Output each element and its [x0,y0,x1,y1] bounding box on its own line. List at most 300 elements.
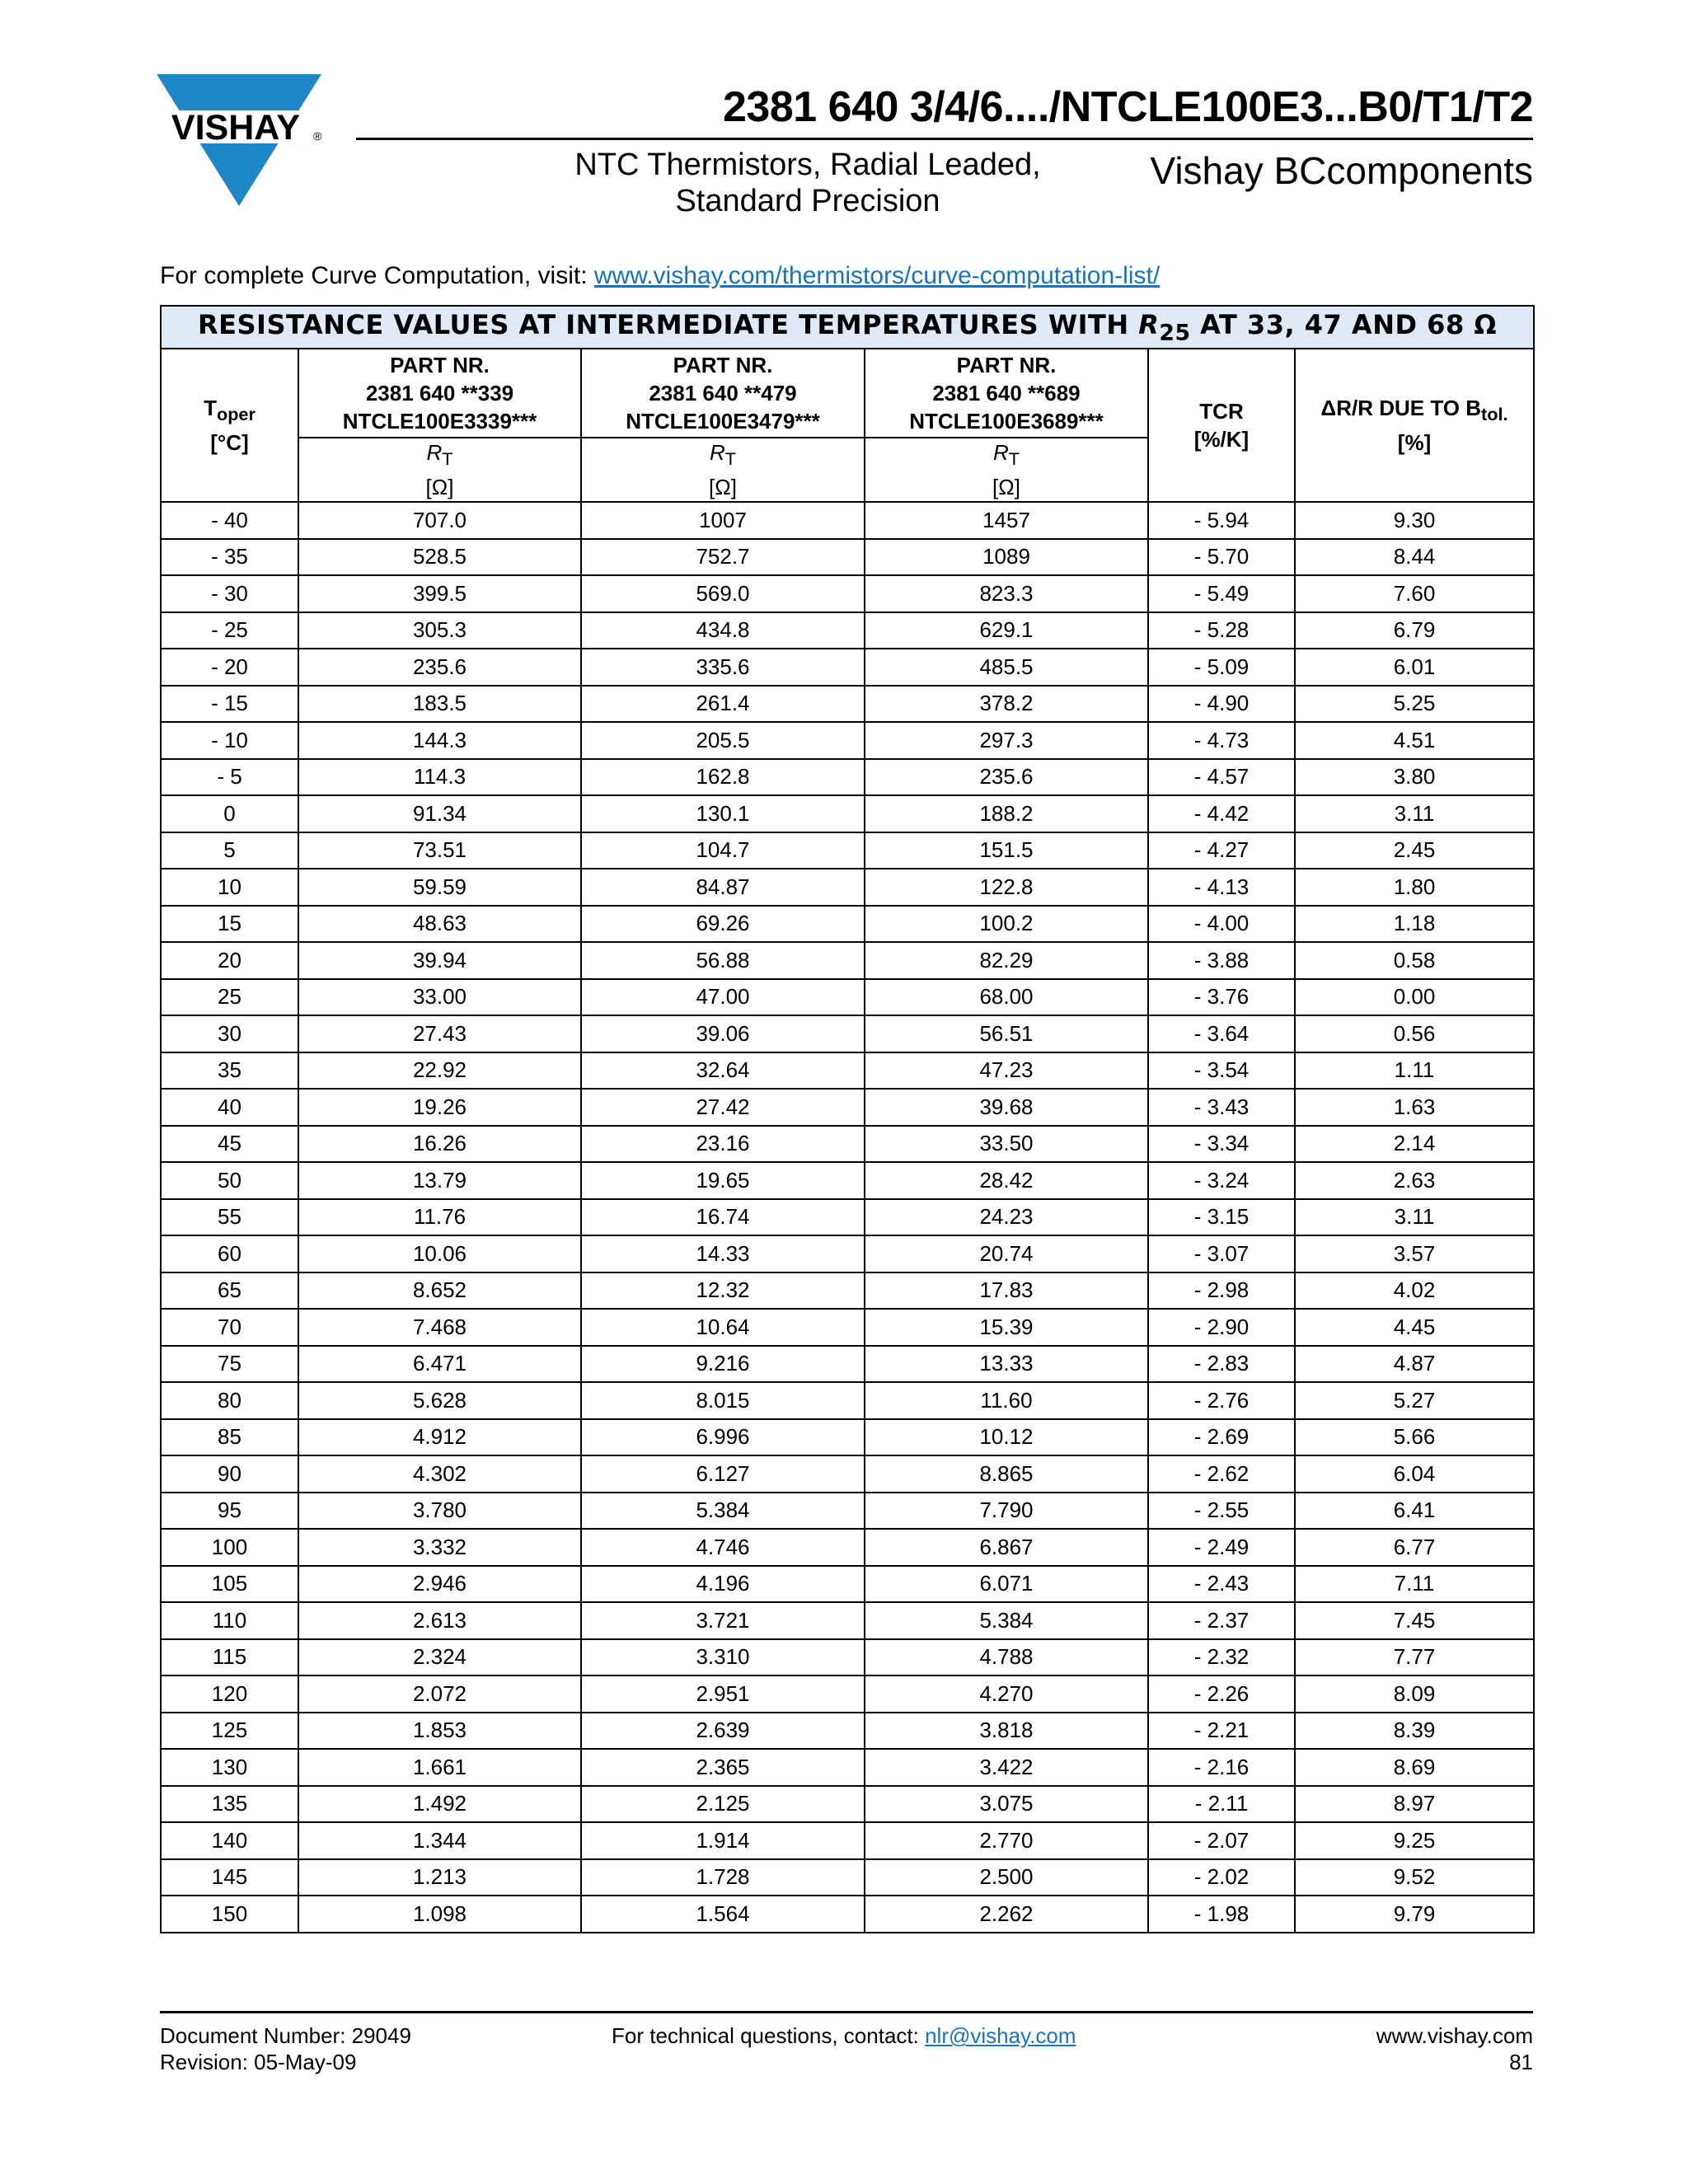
cell-rt-479: 19.65 [581,1162,865,1199]
cell-tcr: - 4.27 [1148,832,1295,869]
cell-delta-r: 6.79 [1295,612,1534,649]
cell-rt-339: 11.76 [298,1199,581,1236]
cell-rt-689: 297.3 [865,722,1148,759]
table-row [161,1602,1534,1639]
table-row [161,649,1534,686]
cell-rt-339: 305.3 [298,612,581,649]
cell-rt-479: 4.746 [581,1529,865,1566]
cell-rt-339: 48.63 [298,906,581,943]
table-row [161,942,1534,979]
cell-temperature: 10 [161,869,298,906]
cell-rt-339: 2.946 [298,1566,581,1603]
table-row [161,1346,1534,1383]
cell-rt-479: 3.721 [581,1602,865,1639]
col-header-part-689: PART NR. 2381 640 **689 NTCLE100E3689*** [865,349,1148,438]
cell-delta-r: 5.25 [1295,686,1534,723]
curve-computation-link[interactable]: www.vishay.com/thermistors/curve-computation-list/ [593,262,1160,289]
cell-rt-689: 4.270 [865,1675,1148,1713]
vishay-logo-graphic [157,74,321,210]
cell-rt-479: 6.996 [581,1419,865,1456]
cell-delta-r: 8.69 [1295,1749,1534,1786]
cell-rt-689: 378.2 [865,686,1148,723]
cell-temperature: 95 [161,1493,298,1530]
cell-tcr: - 3.43 [1148,1089,1295,1126]
col-header-rt-479: $R_T$ [Ω] [581,438,865,502]
cell-temperature: 140 [161,1822,298,1859]
cell-rt-339: 399.5 [298,575,581,612]
cell-tcr: - 2.62 [1148,1455,1295,1493]
cell-rt-689: 629.1 [865,612,1148,649]
cell-rt-689: 68.00 [865,979,1148,1016]
cell-rt-339: 1.492 [298,1786,581,1823]
cell-rt-689: 3.422 [865,1749,1148,1786]
cell-temperature: - 5 [161,759,298,796]
table-row [161,1419,1534,1456]
cell-temperature: 45 [161,1126,298,1163]
cell-delta-r: 9.52 [1295,1859,1534,1896]
cell-delta-r: 6.41 [1295,1493,1534,1530]
cell-rt-689: 2.770 [865,1822,1148,1859]
cell-rt-479: 6.127 [581,1455,865,1493]
cell-rt-689: 7.790 [865,1493,1148,1530]
cell-temperature: - 15 [161,686,298,723]
cell-rt-339: 1.661 [298,1749,581,1786]
cell-tcr: - 4.42 [1148,795,1295,832]
cell-tcr: - 4.57 [1148,759,1295,796]
table-row [161,979,1534,1016]
table-row [161,795,1534,832]
cell-delta-r: 2.14 [1295,1126,1534,1163]
cell-rt-689: 39.68 [865,1089,1148,1126]
table-title-r-sub: 25 [1159,320,1191,346]
cell-temperature: - 25 [161,612,298,649]
cell-temperature: 130 [161,1749,298,1786]
cell-rt-689: 235.6 [865,759,1148,796]
cell-rt-479: 56.88 [581,942,865,979]
header-divider [356,138,1533,140]
cell-rt-339: 22.92 [298,1052,581,1090]
cell-rt-689: 24.23 [865,1199,1148,1236]
cell-rt-689: 6.867 [865,1529,1148,1566]
cell-rt-479: 569.0 [581,575,865,612]
curve-note-prefix: For complete Curve Computation, visit: [160,262,594,289]
cell-tcr: - 2.43 [1148,1566,1295,1603]
cell-tcr: - 3.54 [1148,1052,1295,1090]
cell-tcr: - 3.76 [1148,979,1295,1016]
cell-delta-r: 2.63 [1295,1162,1534,1199]
cell-temperature: 150 [161,1896,298,1933]
cell-rt-689: 11.60 [865,1382,1148,1419]
cell-rt-479: 10.64 [581,1309,865,1346]
col-header-delta-r: ΔR/R DUE TO $B_{tol.}$ [%] [1295,349,1534,502]
cell-temperature: 0 [161,795,298,832]
cell-rt-479: 1.564 [581,1896,865,1933]
website: www.vishay.com [1376,2023,1533,2048]
cell-rt-479: 32.64 [581,1052,865,1090]
cell-delta-r: 8.09 [1295,1675,1534,1713]
table-row [161,1896,1534,1933]
cell-rt-479: 3.310 [581,1639,865,1676]
cell-tcr: - 5.94 [1148,502,1295,539]
cell-tcr: - 3.07 [1148,1235,1295,1272]
cell-delta-r: 8.97 [1295,1786,1534,1823]
cell-rt-479: 5.384 [581,1493,865,1530]
cell-delta-r: 0.00 [1295,979,1534,1016]
cell-tcr: - 2.69 [1148,1419,1295,1456]
table-row [161,1859,1534,1896]
cell-temperature: 70 [161,1309,298,1346]
table-row [161,502,1534,539]
table-row [161,1639,1534,1676]
cell-rt-689: 1457 [865,502,1148,539]
cell-tcr: - 3.34 [1148,1126,1295,1163]
cell-rt-339: 5.628 [298,1382,581,1419]
cell-rt-479: 2.125 [581,1786,865,1823]
table-row [161,1529,1534,1566]
cell-rt-689: 28.42 [865,1162,1148,1199]
cell-rt-339: 16.26 [298,1126,581,1163]
cell-delta-r: 6.77 [1295,1529,1534,1566]
cell-tcr: - 2.83 [1148,1346,1295,1383]
cell-rt-689: 122.8 [865,869,1148,906]
cell-tcr: - 2.16 [1148,1749,1295,1786]
table-row [161,575,1534,612]
cell-rt-479: 1.728 [581,1859,865,1896]
cell-rt-339: 3.332 [298,1529,581,1566]
cell-rt-339: 91.34 [298,795,581,832]
cell-delta-r: 3.11 [1295,795,1534,832]
cell-tcr: - 4.90 [1148,686,1295,723]
cell-rt-479: 130.1 [581,795,865,832]
cell-tcr: - 4.00 [1148,906,1295,943]
cell-rt-689: 6.071 [865,1566,1148,1603]
cell-rt-479: 12.32 [581,1272,865,1310]
resistance-table [160,305,1535,1933]
cell-tcr: - 2.49 [1148,1529,1295,1566]
cell-rt-479: 84.87 [581,869,865,906]
cell-tcr: - 3.24 [1148,1162,1295,1199]
table-row [161,1235,1534,1272]
cell-temperature: 120 [161,1675,298,1713]
cell-rt-479: 27.42 [581,1089,865,1126]
cell-tcr: - 3.88 [1148,942,1295,979]
cell-delta-r: 3.80 [1295,759,1534,796]
table-row [161,1455,1534,1493]
cell-delta-r: 1.11 [1295,1052,1534,1090]
table-row [161,539,1534,576]
cell-tcr: - 2.98 [1148,1272,1295,1310]
cell-rt-339: 7.468 [298,1309,581,1346]
table-row [161,1822,1534,1859]
cell-tcr: - 3.15 [1148,1199,1295,1236]
cell-tcr: - 2.90 [1148,1309,1295,1346]
cell-rt-339: 6.471 [298,1346,581,1383]
cell-rt-479: 16.74 [581,1199,865,1236]
cell-rt-339: 2.324 [298,1639,581,1676]
cell-delta-r: 0.56 [1295,1015,1534,1052]
cell-delta-r: 8.44 [1295,539,1534,576]
cell-delta-r: 8.39 [1295,1713,1534,1750]
table-row [161,722,1534,759]
cell-delta-r: 1.18 [1295,906,1534,943]
cell-temperature: 50 [161,1162,298,1199]
cell-temperature: 80 [161,1382,298,1419]
cell-temperature: 135 [161,1786,298,1823]
cell-rt-689: 1089 [865,539,1148,576]
subtitle-line-2: Standard Precision [675,184,940,218]
cell-rt-339: 707.0 [298,502,581,539]
table-row [161,1749,1534,1786]
cell-rt-479: 1.914 [581,1822,865,1859]
cell-delta-r: 4.87 [1295,1346,1534,1383]
table-row [161,1493,1534,1530]
cell-temperature: 75 [161,1346,298,1383]
col-header-part-479: PART NR. 2381 640 **479 NTCLE100E3479*** [581,349,865,438]
cell-rt-339: 73.51 [298,832,581,869]
table-row [161,686,1534,723]
logo-wordmark: VISHAY [171,108,301,148]
cell-delta-r: 6.01 [1295,649,1534,686]
cell-temperature: 115 [161,1639,298,1676]
cell-rt-339: 528.5 [298,539,581,576]
cell-rt-339: 27.43 [298,1015,581,1052]
cell-tcr: - 2.26 [1148,1675,1295,1713]
cell-temperature: 15 [161,906,298,943]
cell-temperature: 20 [161,942,298,979]
cell-delta-r: 1.63 [1295,1089,1534,1126]
cell-rt-689: 4.788 [865,1639,1148,1676]
table-row [161,1015,1534,1052]
cell-rt-689: 2.262 [865,1896,1148,1933]
cell-rt-689: 823.3 [865,575,1148,612]
cell-rt-339: 39.94 [298,942,581,979]
cell-temperature: 85 [161,1419,298,1456]
cell-rt-689: 10.12 [865,1419,1148,1456]
cell-rt-339: 33.00 [298,979,581,1016]
cell-tcr: - 3.64 [1148,1015,1295,1052]
cell-rt-479: 8.015 [581,1382,865,1419]
cell-delta-r: 4.51 [1295,722,1534,759]
cell-rt-339: 3.780 [298,1493,581,1530]
footer-contact: For technical questions, contact: nlr@vishay.com [612,2023,1076,2048]
cell-rt-479: 9.216 [581,1346,865,1383]
cell-rt-339: 1.213 [298,1859,581,1896]
cell-tcr: - 1.98 [1148,1896,1295,1933]
document-title: 2381 640 3/4/6..../NTCLE100E3...B0/T1/T2 [723,83,1533,131]
cell-rt-479: 104.7 [581,832,865,869]
table-title-r: R [1138,308,1160,340]
cell-rt-689: 47.23 [865,1052,1148,1090]
cell-tcr: - 2.37 [1148,1602,1295,1639]
cell-temperature: 90 [161,1455,298,1493]
cell-rt-479: 4.196 [581,1566,865,1603]
cell-delta-r: 5.66 [1295,1419,1534,1456]
cell-rt-339: 1.098 [298,1896,581,1933]
logo-registered-mark: ® [313,129,321,143]
col-header-rt-689: $R_T$ [Ω] [865,438,1148,502]
table-body [161,502,1534,1933]
cell-temperature: 145 [161,1859,298,1896]
cell-temperature: 40 [161,1089,298,1126]
contact-email-link[interactable]: nlr@vishay.com [925,2023,1076,2048]
cell-rt-479: 752.7 [581,539,865,576]
cell-rt-689: 15.39 [865,1309,1148,1346]
cell-delta-r: 3.57 [1295,1235,1534,1272]
cell-rt-339: 10.06 [298,1235,581,1272]
cell-temperature: - 20 [161,649,298,686]
cell-rt-479: 47.00 [581,979,865,1016]
subtitle-line-1: NTC Thermistors, Radial Leaded, [574,148,1041,182]
table-row [161,1713,1534,1750]
cell-temperature: 110 [161,1602,298,1639]
table-row [161,1052,1534,1090]
table-row [161,1272,1534,1310]
cell-rt-689: 3.818 [865,1713,1148,1750]
cell-temperature: 60 [161,1235,298,1272]
cell-rt-689: 82.29 [865,942,1148,979]
cell-tcr: - 2.76 [1148,1382,1295,1419]
cell-rt-479: 69.26 [581,906,865,943]
cell-rt-339: 1.853 [298,1713,581,1750]
col-header-rt-339: $R_T$ [Ω] [298,438,581,502]
cell-delta-r: 9.25 [1295,1822,1534,1859]
cell-tcr: - 5.28 [1148,612,1295,649]
revision-date: Revision: 05-May-09 [160,2050,357,2074]
cell-rt-339: 183.5 [298,686,581,723]
document-number: Document Number: 29049 [160,2023,411,2048]
cell-rt-339: 235.6 [298,649,581,686]
table-title: RESISTANCE VALUES AT INTERMEDIATE TEMPERATURES WITH $R_{25}$ AT 33, 47 AND 68 Ω [161,306,1534,349]
cell-temperature: 55 [161,1199,298,1236]
cell-rt-479: 205.5 [581,722,865,759]
cell-temperature: 30 [161,1015,298,1052]
cell-temperature: 100 [161,1529,298,1566]
cell-rt-339: 2.613 [298,1602,581,1639]
cell-rt-339: 8.652 [298,1272,581,1310]
table-row [161,612,1534,649]
cell-rt-479: 2.951 [581,1675,865,1713]
table-row [161,1162,1534,1199]
table-row [161,759,1534,796]
table-row [161,832,1534,869]
company-name: Vishay BCcomponents [1150,149,1533,192]
cell-temperature: 35 [161,1052,298,1090]
cell-tcr: - 4.13 [1148,869,1295,906]
footer-document-info [160,2022,411,2075]
cell-temperature: 65 [161,1272,298,1310]
cell-rt-689: 151.5 [865,832,1148,869]
cell-delta-r: 9.79 [1295,1896,1534,1933]
col-header-tcr: TCR [%/K] [1148,349,1295,502]
cell-delta-r: 4.45 [1295,1309,1534,1346]
cell-delta-r: 1.80 [1295,869,1534,906]
cell-delta-r: 0.58 [1295,942,1534,979]
cell-rt-479: 2.365 [581,1749,865,1786]
cell-rt-339: 19.26 [298,1089,581,1126]
cell-delta-r: 3.11 [1295,1199,1534,1236]
table-row [161,1382,1534,1419]
table-row [161,1089,1534,1126]
cell-tcr: - 5.49 [1148,575,1295,612]
cell-rt-689: 485.5 [865,649,1148,686]
cell-rt-689: 13.33 [865,1346,1148,1383]
table-row [161,1199,1534,1236]
table-row [161,869,1534,906]
cell-rt-339: 144.3 [298,722,581,759]
cell-delta-r: 4.02 [1295,1272,1534,1310]
table-row [161,1566,1534,1603]
cell-rt-689: 2.500 [865,1859,1148,1896]
cell-tcr: - 2.11 [1148,1786,1295,1823]
cell-temperature: 125 [161,1713,298,1750]
cell-temperature: - 10 [161,722,298,759]
cell-tcr: - 4.73 [1148,722,1295,759]
cell-rt-689: 5.384 [865,1602,1148,1639]
cell-rt-479: 434.8 [581,612,865,649]
cell-rt-479: 39.06 [581,1015,865,1052]
cell-temperature: 25 [161,979,298,1016]
cell-delta-r: 7.77 [1295,1639,1534,1676]
cell-rt-339: 114.3 [298,759,581,796]
cell-rt-689: 100.2 [865,906,1148,943]
cell-rt-689: 188.2 [865,795,1148,832]
cell-tcr: - 5.09 [1148,649,1295,686]
table-row [161,1126,1534,1163]
cell-rt-689: 8.865 [865,1455,1148,1493]
cell-rt-339: 4.302 [298,1455,581,1493]
cell-rt-479: 23.16 [581,1126,865,1163]
footer-site-info [1376,2022,1533,2075]
product-subtitle [495,147,1121,219]
cell-delta-r: 6.04 [1295,1455,1534,1493]
table-row [161,1309,1534,1346]
cell-rt-479: 2.639 [581,1713,865,1750]
cell-rt-479: 261.4 [581,686,865,723]
cell-temperature: - 35 [161,539,298,576]
cell-temperature: 5 [161,832,298,869]
table-row [161,1786,1534,1823]
footer-divider [160,2011,1533,2013]
cell-rt-479: 1007 [581,502,865,539]
cell-tcr: - 2.21 [1148,1713,1295,1750]
cell-temperature: 105 [161,1566,298,1603]
cell-rt-339: 2.072 [298,1675,581,1713]
cell-rt-689: 33.50 [865,1126,1148,1163]
cell-rt-479: 162.8 [581,759,865,796]
cell-rt-339: 59.59 [298,869,581,906]
cell-delta-r: 2.45 [1295,832,1534,869]
cell-rt-689: 3.075 [865,1786,1148,1823]
curve-computation-note [160,262,1160,290]
cell-delta-r: 7.11 [1295,1566,1534,1603]
cell-delta-r: 5.27 [1295,1382,1534,1419]
table-row [161,1675,1534,1713]
cell-rt-479: 335.6 [581,649,865,686]
cell-delta-r: 7.60 [1295,575,1534,612]
cell-temperature: - 40 [161,502,298,539]
cell-delta-r: 9.30 [1295,502,1534,539]
page-number: 81 [1509,2050,1533,2074]
col-header-temperature: $T_{oper}$ [°C] [161,349,298,502]
cell-rt-479: 14.33 [581,1235,865,1272]
cell-rt-339: 4.912 [298,1419,581,1456]
cell-temperature: - 30 [161,575,298,612]
cell-tcr: - 2.55 [1148,1493,1295,1530]
cell-rt-689: 20.74 [865,1235,1148,1272]
cell-delta-r: 7.45 [1295,1602,1534,1639]
cell-rt-689: 56.51 [865,1015,1148,1052]
col-header-part-339: PART NR. 2381 640 **339 NTCLE100E3339*** [298,349,581,438]
